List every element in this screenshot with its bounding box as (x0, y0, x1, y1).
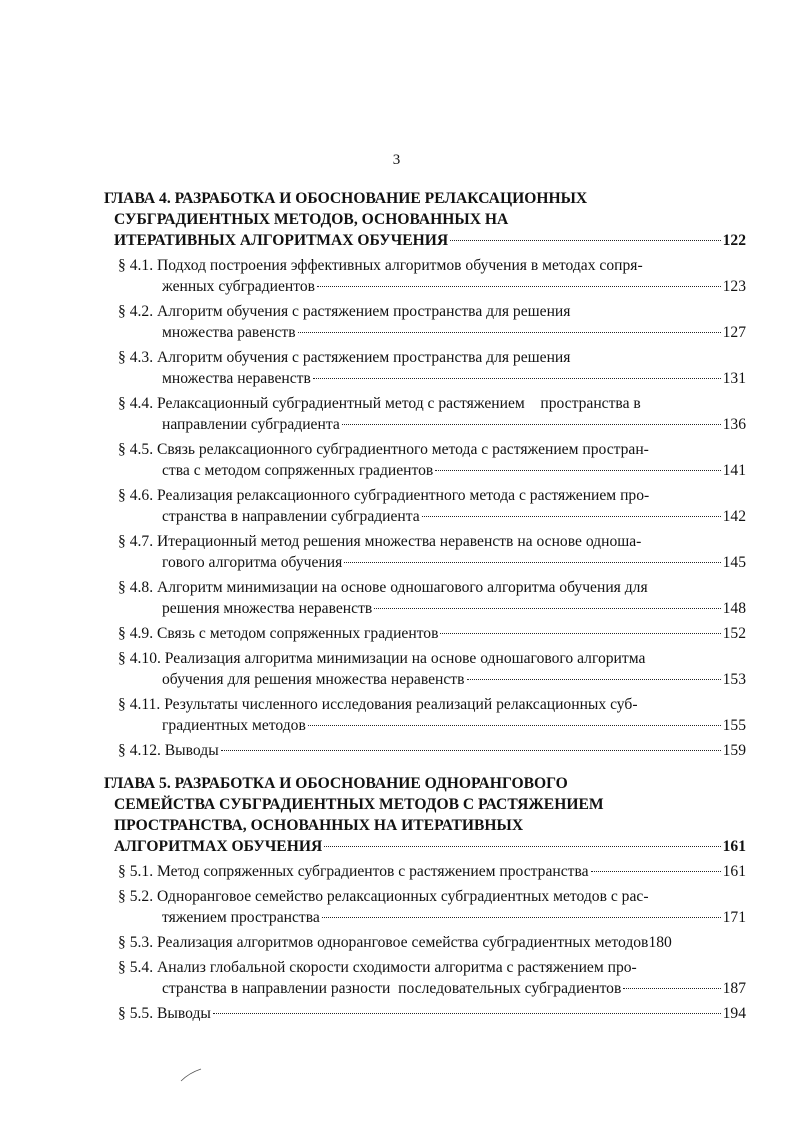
toc-entry-4-7 (104, 531, 746, 573)
entry-title-text: обучения для решения множества неравенств (162, 671, 465, 688)
entry-title-text: направлении субградиента (162, 416, 340, 433)
toc-entry-4-12 (104, 740, 746, 761)
entry-page: 123 (722, 278, 746, 295)
entry-title-text: странства в направлении разности последовательных субградиентов (162, 980, 622, 997)
toc-entry-4-6 (104, 485, 746, 527)
entry-last-line (104, 552, 746, 573)
chapter-title-line: ГЛАВА 4. РАЗРАБОТКА И ОБОСНОВАНИЕ РЕЛАКСАЦИОННЫХ (104, 190, 588, 207)
toc-entry-4-1 (104, 255, 746, 297)
entry-last-line (104, 322, 746, 343)
chapter-5-heading (104, 773, 746, 857)
entry-last-line (104, 598, 746, 619)
entry-title-text: множества неравенств (162, 370, 311, 387)
entry-page: 145 (722, 554, 746, 571)
entry-page: 136 (722, 416, 746, 433)
entry-title-text: ства с методом сопряженных градиентов (162, 462, 434, 479)
entry-page: 180 (648, 934, 672, 951)
entry-title-line: § 4.8. Алгоритм минимизации на основе одношагового алгоритма обучения для (118, 579, 648, 596)
toc-entry-5-2 (104, 886, 746, 928)
entry-page: 161 (722, 863, 746, 880)
entry-title-text: § 5.5. Выводы (118, 1005, 211, 1022)
entry-page: 127 (722, 324, 746, 341)
entry-title-line: § 4.11. Результаты численного исследования реализаций релаксационных суб- (118, 696, 638, 713)
toc-entry-5-5 (104, 1003, 746, 1024)
toc-entry-5-3 (104, 932, 746, 953)
leader-dots (344, 562, 720, 563)
leader-dots (308, 725, 721, 726)
chapter-title-line: ПРОСТРАНСТВА, ОСНОВАННЫХ НА ИТЕРАТИВНЫХ (114, 817, 524, 834)
entry-single-line (104, 623, 746, 644)
entry-last-line (104, 414, 746, 435)
entry-title-text: § 5.1. Метод сопряженных субградиентов с растяжением пространства (118, 863, 589, 880)
entry-title-line: § 4.10. Реализация алгоритма минимизации на основе одношагового алгоритма (118, 650, 646, 667)
leader-dots (342, 424, 721, 425)
toc-entry-4-2 (104, 301, 746, 343)
entry-title-text: множества равенств (162, 324, 296, 341)
entry-title-line: § 4.1. Подход построения эффективных алгоритмов обучения в методах сопря- (118, 257, 643, 274)
leader-dots (374, 608, 720, 609)
entry-title-line: § 5.2. Одноранговое семейство релаксационных субградиентных методов с рас- (118, 888, 649, 905)
entry-last-line (104, 715, 746, 736)
entry-page: 148 (722, 600, 746, 617)
entry-title-line: § 4.3. Алгоритм обучения с растяжением пространства для решения (118, 349, 571, 366)
entry-last-line (104, 506, 746, 527)
leader-dots (467, 679, 721, 680)
chapter-title-line: СУБГРАДИЕНТНЫХ МЕТОДОВ, ОСНОВАННЫХ НА (114, 211, 509, 228)
entry-title-text: странства в направлении субградиента (162, 508, 420, 525)
entry-last-line (104, 978, 746, 999)
entry-title-text: § 4.12. Выводы (118, 742, 219, 759)
entry-title-line: § 4.5. Связь релаксационного субградиентного метода с растяжением простран- (118, 441, 649, 458)
toc-entry-4-9 (104, 623, 746, 644)
leader-dots (298, 332, 721, 333)
toc-entry-4-3 (104, 347, 746, 389)
entry-title-text: § 4.9. Связь с методом сопряженных градиентов (118, 625, 439, 642)
entry-page: 153 (722, 671, 746, 688)
page-number: 3 (392, 152, 401, 168)
entry-title-text: решения множества неравенств (162, 600, 373, 617)
entry-last-line (104, 276, 746, 297)
entry-title-text: гового алгоритма обучения (162, 554, 343, 571)
entry-title-text: женных субградиентов (162, 278, 316, 295)
chapter-4-heading (104, 188, 746, 251)
table-of-contents (104, 188, 746, 1024)
entry-page: 131 (722, 370, 746, 387)
entry-title-line: § 4.7. Итерационный метод решения множества неравенств на основе одноша- (118, 533, 642, 550)
entry-page: 194 (722, 1005, 746, 1022)
toc-entry-5-1 (104, 861, 746, 882)
leader-dots (322, 917, 721, 918)
entry-title-line: § 4.4. Релаксационный субградиентный метод с растяжением пространства в (118, 395, 641, 412)
chapter-title-text: АЛГОРИТМАХ ОБУЧЕНИЯ (114, 838, 323, 855)
chapter-title-line: СЕМЕЙСТВА СУБГРАДИЕНТНЫХ МЕТОДОВ С РАСТЯЖЕНИЕМ (114, 796, 604, 813)
chapter-page: 161 (722, 838, 746, 855)
entry-single-line (104, 1003, 746, 1024)
entry-last-line (104, 669, 746, 690)
leader-dots (440, 633, 720, 634)
leader-dots (221, 750, 721, 751)
entry-single-line (104, 932, 746, 953)
leader-dots (591, 871, 721, 872)
toc-entry-4-11 (104, 694, 746, 736)
toc-entry-4-4 (104, 393, 746, 435)
toc-entry-4-8 (104, 577, 746, 619)
toc-entry-4-10 (104, 648, 746, 690)
entry-page: 155 (722, 717, 746, 734)
chapter-title-text: ИТЕРАТИВНЫХ АЛГОРИТМАХ ОБУЧЕНИЯ (114, 232, 449, 249)
leader-dots (313, 378, 721, 379)
entry-title-line: § 4.6. Реализация релаксационного субградиентного метода с растяжением про- (118, 487, 650, 504)
entry-page: 159 (722, 742, 746, 759)
entry-title-line: § 5.4. Анализ глобальной скорости сходимости алгоритма с растяжением про- (118, 959, 637, 976)
leader-dots (435, 470, 720, 471)
toc-entry-5-4 (104, 957, 746, 999)
entry-last-line (104, 907, 746, 928)
entry-page: 152 (722, 625, 746, 642)
entry-title-text: тяжением пространства (162, 909, 320, 926)
entry-title-text: градиентных методов (162, 717, 306, 734)
leader-dots (422, 516, 721, 517)
entry-page: 142 (722, 508, 746, 525)
chapter-title-last-line (104, 836, 746, 857)
pen-mark (180, 1068, 202, 1082)
entry-page: 141 (722, 462, 746, 479)
entry-title-text: § 5.3. Реализация алгоритмов одноранговое семейства субградиентных методов (118, 934, 649, 951)
toc-entry-4-5 (104, 439, 746, 481)
entry-single-line (104, 861, 746, 882)
entry-page: 171 (722, 909, 746, 926)
leader-dots (324, 846, 720, 847)
leader-dots (213, 1013, 721, 1014)
entry-title-line: § 4.2. Алгоритм обучения с растяжением пространства для решения (118, 303, 571, 320)
chapter-title-last-line (104, 230, 746, 251)
entry-last-line (104, 368, 746, 389)
chapter-page: 122 (722, 232, 746, 249)
entry-single-line (104, 740, 746, 761)
leader-dots (317, 286, 721, 287)
leader-dots (450, 240, 720, 241)
chapter-title-line: ГЛАВА 5. РАЗРАБОТКА И ОБОСНОВАНИЕ ОДНОРАНГОВОГО (104, 775, 568, 792)
leader-dots (623, 988, 720, 989)
entry-last-line (104, 460, 746, 481)
entry-page: 187 (722, 980, 746, 997)
